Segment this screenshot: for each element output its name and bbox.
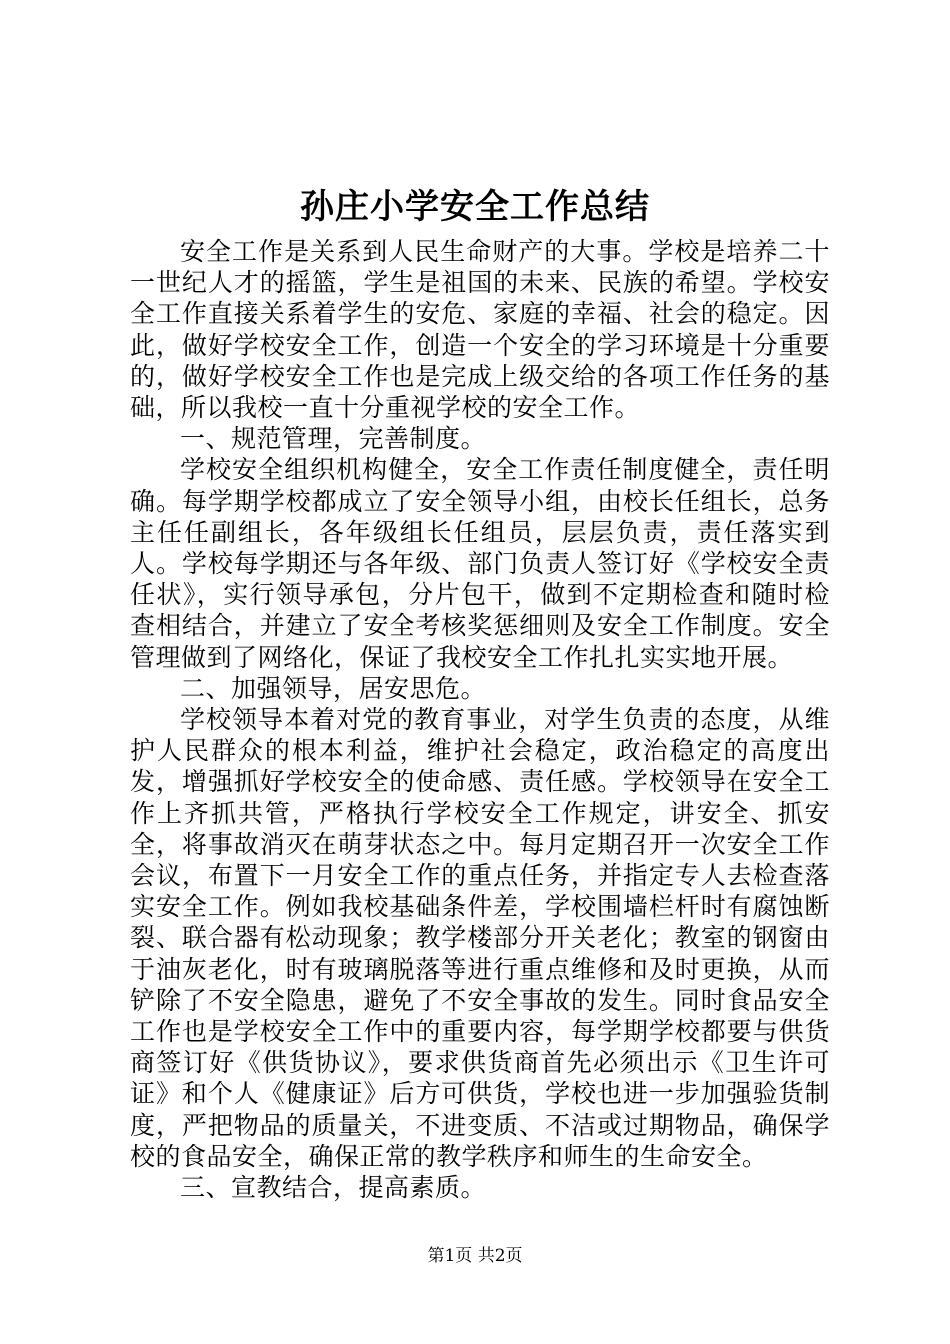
intro-paragraph: 安全工作是关系到人民生命财产的大事。学校是培养二十一世纪人才的摇篮，学生是祖国的未来、民族的希望。学校安全工作直接关系着学生的安危、家庭的幸福、社会的稳定。因此，做好学校安全工作，创造一个安全的学习环境是十分重要的，做好学校安全工作也是完成上级交给的各项工作任务的基础，所以我校一直十分重视学校的安全工作。 [130,237,830,423]
section-heading-3: 三、宣教结合，提高素质。 [180,1173,487,1203]
section-paragraph-1: 学校安全组织机构健全，安全工作责任制度健全，责任明确。每学期学校都成立了安全领导小组，由校长任组长，总务主任任副组长，各年级组长任组员，层层负责，责任落实到人。学校每学期还与各年级、部门负责人签订好《学校安全责任状》，实行领导承包，分片包干，做到不定期检查和随时检查相结合，并建立了安全考核奖惩细则及安全工作制度。安全管理做到了网络化，保证了我校安全工作扎扎实实地开展。 [130,455,830,672]
section-paragraph-2: 学校领导本着对党的教育事业，对学生负责的态度，从维护人民群众的根本利益，维护社会稳定，政治稳定的高度出发，增强抓好学校安全的使命感、责任感。学校领导在安全工作上齐抓共管，严格执行学校安全工作规定，讲安全、抓安全，将事故消灭在萌芽状态之中。每月定期召开一次安全工作会议，布置下一月安全工作的重点任务，并指定专人去检查落实安全工作。例如我校基础条件差，学校围墙栏杆时有腐蚀断裂、联合器有松动现象；教学楼部分开关老化；教室的钢窗由于油灰老化，时有玻璃脱落等进行重点维修和及时更换，从而铲除了不安全隐患，避免了不安全事故的发生。同时食品安全工作也是学校安全工作中的重要内容，每学期学校都要与供货商签订好《供货协议》，要求供货商首先必须出示《卫生许可证》和个人《健康证》后方可供货，学校也进一步加强验货制度，严把物品的质量关，不进变质、不洁或过期物品，确保学校的食品安全，确保正常的教学秩序和师生的生命安全。 [130,705,830,1171]
document-title: 孙庄小学安全工作总结 [300,187,650,227]
document-body [130,236,830,1203]
page-footer: 第1页 共2页 [427,1246,523,1266]
section-heading-1: 一、规范管理，完善制度。 [180,424,487,454]
section-heading-2: 二、加强领导，居安思危。 [180,673,487,703]
